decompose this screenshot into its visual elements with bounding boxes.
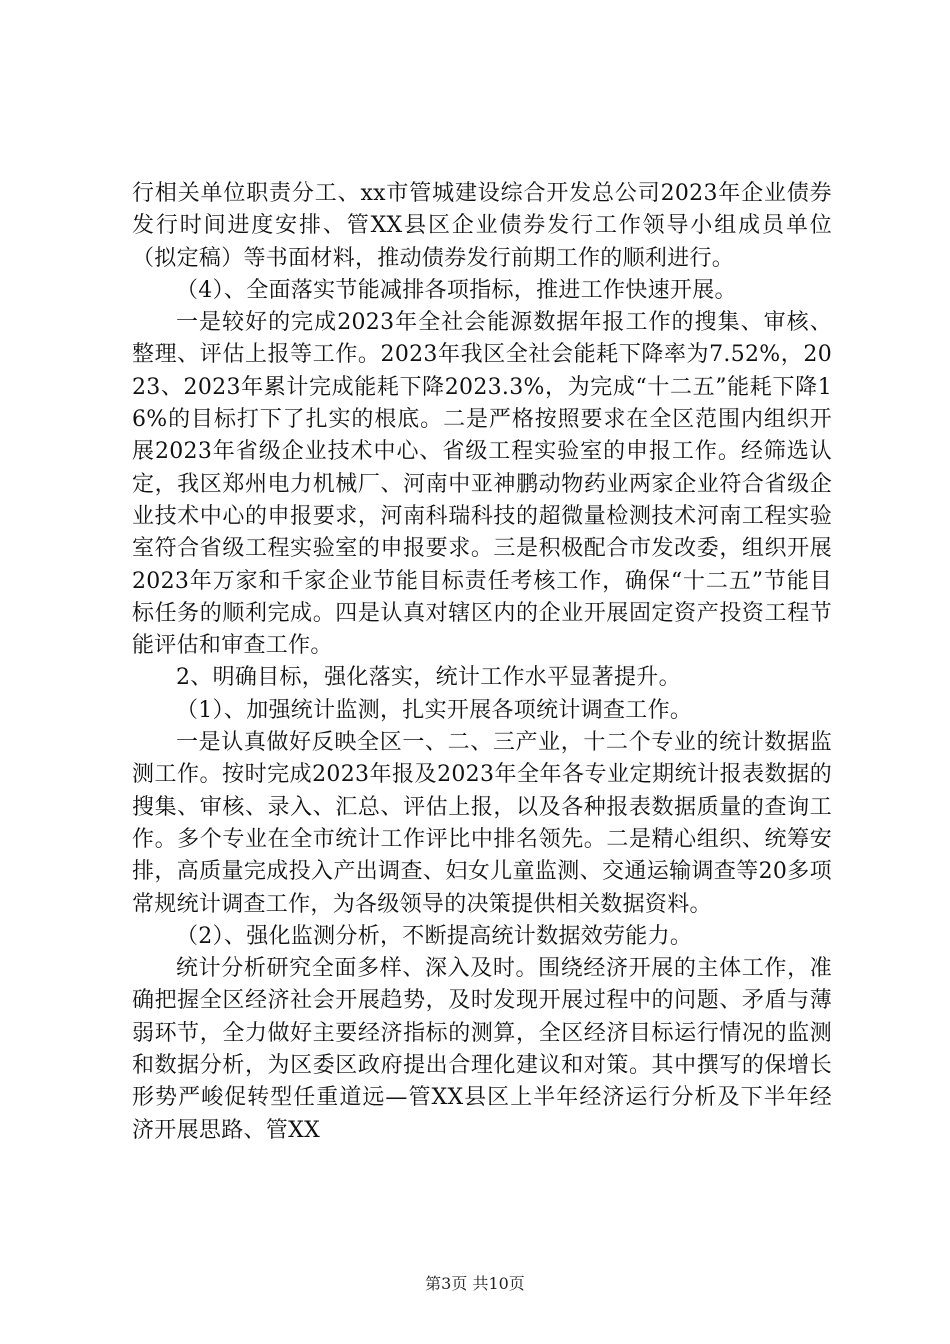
paragraph-energy-details: 一是较好的完成2023年全社会能源数据年报工作的搜集、审核、整理、评估上报等工作。2023年我区全社会能耗下降率为7.52%，2023、2023年累计完成能耗下降2023.3%，为完成“十二五”能耗下降16%的目标打下了扎实的根底。二是严格按照要求在全区范围内组织开展2023年省级企业技术中心、省级工程实验室的申报工作。经筛选认定，我区郑州电力机械厂、河南中亚神鹏动物药业两家企业符合省级企业技术中心的申报要求，河南科瑞科技的超微量检测技术河南工程实验室符合省级工程实验室的申报要求。三是积极配合市发改委，组织开展2023年万家和千家企业节能目标责任考核工作，确保“十二五”节能目标任务的顺利完成。四是认真对辖区内的企业开展固定资产投资工程节能评估和审查工作。 xyxy=(132,310,832,659)
paragraph-heading-statistics: 2、明确目标，强化落实，统计工作水平显著提升。 xyxy=(176,665,681,691)
paragraph-monitoring-details: 一是认真做好反映全区一、二、三产业，十二个专业的统计数据监测工作。按时完成2023年报及2023年全年各专业定期统计报表数据的搜集、审核、录入、汇总、评估上报，以及各种报表数据质量的查询工作。多个专业在全市统计工作评比中排名领先。二是精心组织、统筹安排，高质量完成投入产出调查、妇女儿童监测、交通运输调查等20多项常规统计调查工作，为各级领导的决策提供相关数据资料。 xyxy=(132,730,832,917)
paragraph-bond-materials: 行相关单位职责分工、xx市管城建设综合开发总公司2023年企业债券发行时间进度安排、管XX县区企业债券发行工作领导小组成员单位（拟定稿）等书面材料，推动债券发行前期工作的顺利进行。 xyxy=(132,181,832,271)
page-number-footer: 第3页 共10页 xyxy=(425,1274,525,1293)
paragraph-analysis-details: 统计分析研究全面多样、深入及时。围绕经济开展的主体工作，准确把握全区经济社会开展趋势，及时发现开展过程中的问题、矛盾与薄弱环节，全力做好主要经济指标的测算，全区经济目标运行情况的监测和数据分析，为区委区政府提出合理化建议和对策。其中撰写的保增长形势严峻促转型任重道远—管XX县区上半年经济运行分析及下半年经济开展思路、管XX xyxy=(132,956,832,1143)
paragraph-heading-monitoring: （1）、加强统计监测，扎实开展各项统计调查工作。 xyxy=(176,697,693,723)
paragraph-heading-analysis: （2）、强化监测分析，不断提高统计数据效劳能力。 xyxy=(176,923,693,949)
paragraph-heading-energy-saving: （4）、全面落实节能减排各项指标，推进工作快速开展。 xyxy=(176,277,737,303)
document-body xyxy=(132,178,832,1147)
